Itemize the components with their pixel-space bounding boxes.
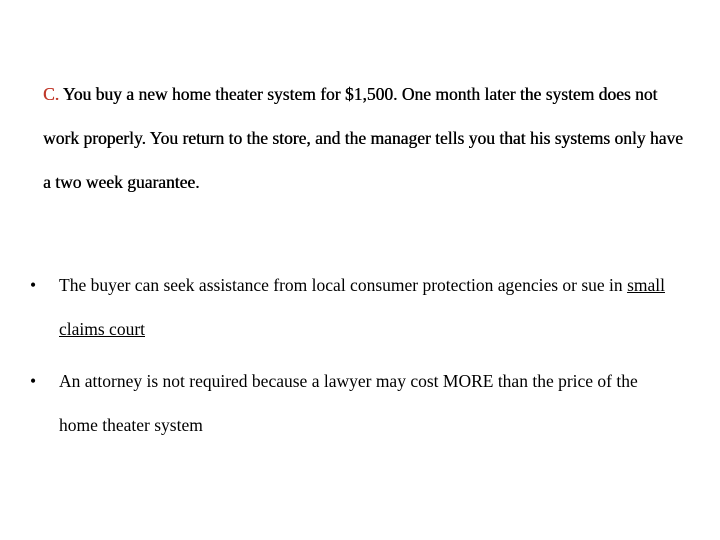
answer-bullet-2 [30, 359, 680, 447]
scenario-label: C. [43, 84, 60, 104]
answer-text: An attorney is not required because a lawyer may cost MORE than the price of the home theater system [59, 371, 638, 435]
answer-underlined-text: small claims court [59, 275, 665, 339]
answer-text: The buyer can seek assistance from local consumer protection agencies or sue in [59, 275, 628, 295]
bullet-icon: • [30, 275, 37, 295]
answer-list [30, 263, 680, 455]
scenario-paragraph [43, 72, 683, 204]
bullet-icon: • [30, 371, 37, 391]
scenario-text: You buy a new home theater system for $1,500. One month later the system does not work properly. You return to the store, and the manager tells you that his systems only have a two week guarantee. [43, 84, 683, 192]
answer-bullet-1 [30, 263, 680, 351]
